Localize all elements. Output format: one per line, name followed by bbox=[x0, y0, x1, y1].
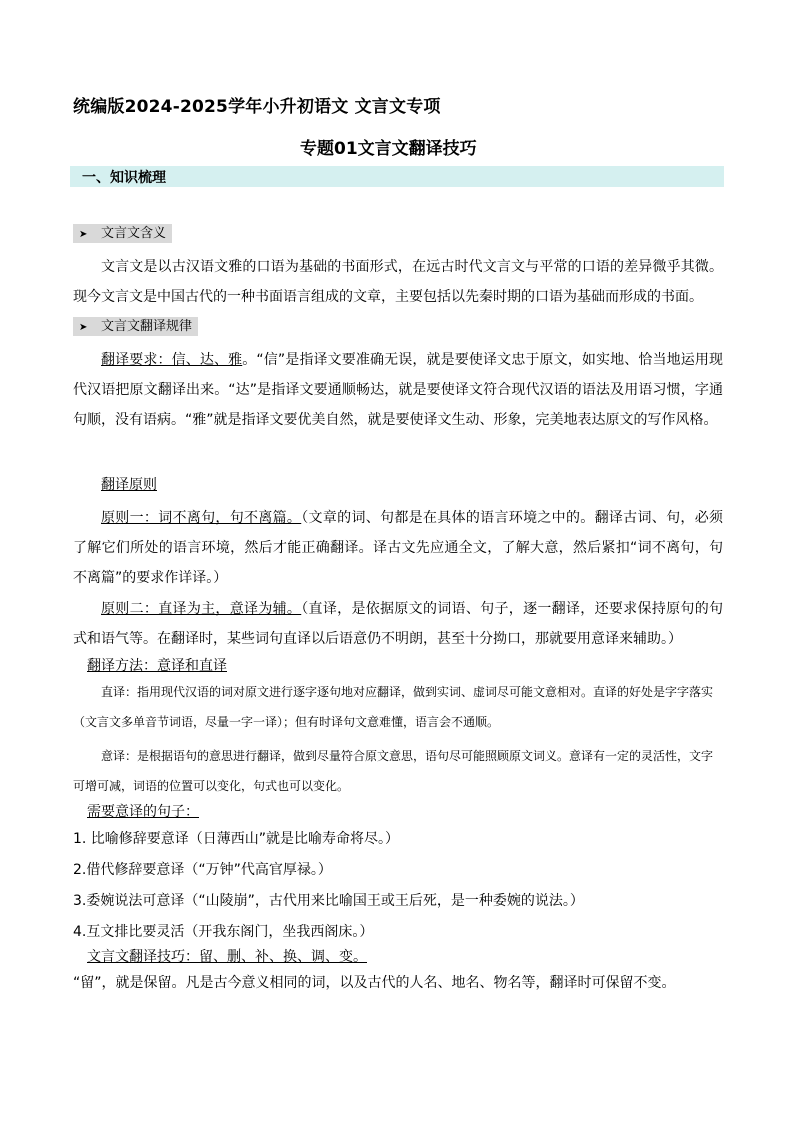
keep-skill-text: “留”，就是保留。凡是古今意义相同的词，以及古代的人名、地名、物名等，翻译时可保留不变。 bbox=[73, 975, 676, 991]
section-heading-bar bbox=[70, 166, 724, 187]
principle-one-text: （文章的词、句都是在具体的语言环境之中的。翻译古词、句，必须了解它们所处的语言环境，然后才能正确翻译。译古文先应通全文，了解大意，然后紧扣“词不离句，句不离篇”的要求作详译。） bbox=[73, 510, 724, 586]
requirements-text: 。“信”是指译文要准确无误，就是要使译文忠于原文，如实地、恰当地运用现代汉语把原文翻译出来。“达”是指译文要通顺畅达，就是要使译文符合现代汉语的语法及用语习惯，字通句顺，没有语病。“雅”就是指译文要优美自然，就是要使译文生动、形象，完美地表达原文的写作风格。 bbox=[73, 352, 723, 428]
methods-title: 翻译方法：意译和直译 bbox=[87, 658, 227, 674]
principle-two-text: （直译，是依据原文的词语、句子，逐一翻译，还要求保持原句的句式和语气等。在翻译时，某些词句直译以后语意仍不明朗，甚至十分拗口，那就要用意译来辅助。） bbox=[73, 601, 724, 647]
document-header-title: 统编版2024-2025学年小升初语文 文言文专项 bbox=[73, 97, 441, 117]
section-heading: 一、知识梳理 bbox=[82, 170, 166, 186]
requirements-paragraph bbox=[73, 345, 723, 435]
subheading-meaning bbox=[73, 224, 172, 243]
free-translation-needed-title: 需要意译的句子： bbox=[87, 804, 199, 820]
list-item: 3.委婉说法可意译（“山陵崩”，古代用来比喻国王或王后死，是一种委婉的说法。） bbox=[73, 893, 584, 909]
list-item: 2.借代修辞要意译（“万钟”代高官厚禄。） bbox=[73, 862, 332, 878]
subheading-meaning-label: 文言文含义 bbox=[101, 226, 167, 241]
free-translation-paragraph: 意译：是根据语句的意思进行翻译，做到尽量符合原文意思，语句尽可能照顾原文词义。意译有一定的灵活性，文字可增可减，词语的位置可以变化，句式也可以变化。 bbox=[73, 749, 714, 793]
requirements-label: 翻译要求：信、达、雅 bbox=[101, 352, 243, 368]
principles-title: 翻译原则 bbox=[101, 477, 157, 493]
arrow-right-icon: ➤ bbox=[79, 229, 88, 240]
list-item: 1. 比喻修辞要意译（日薄西山”就是比喻寿命将尽。） bbox=[73, 831, 400, 847]
arrow-right-icon: ➤ bbox=[79, 322, 88, 333]
list-item: 4.互文排比要灵活（开我东阁门，坐我西阁床。） bbox=[73, 924, 374, 940]
principle-two-paragraph bbox=[73, 594, 723, 654]
principle-one-paragraph bbox=[73, 503, 723, 593]
principle-two-label: 原则二：直译为主，意译为辅。 bbox=[101, 601, 302, 617]
subheading-rules-label: 文言文翻译规律 bbox=[101, 319, 193, 334]
principle-one-label: 原则一：词不离句，句不离篇。 bbox=[101, 510, 302, 526]
meaning-paragraph: 文言文是以古汉语文雅的口语为基础的书面形式，在远古时代文言文与平常的口语的差异微乎其微。现今文言文是中国古代的一种书面语言组成的文章，主要包括以先秦时期的口语为基础而形成的书面。 bbox=[73, 259, 723, 305]
translation-skills-title: 文言文翻译技巧：留、删、补、换、调、变。 bbox=[87, 949, 367, 965]
direct-translation-paragraph: 直译：指用现代汉语的词对原文进行逐字逐句地对应翻译，做到实词、虚词尽可能文意相对。直译的好处是字字落实（文言文多单音节词语，尽量一字一译）；但有时译句文意难懂，语言会不通顺。 bbox=[73, 685, 714, 729]
subheading-rules bbox=[73, 317, 198, 336]
topic-title: 专题01文言文翻译技巧 bbox=[300, 139, 477, 159]
